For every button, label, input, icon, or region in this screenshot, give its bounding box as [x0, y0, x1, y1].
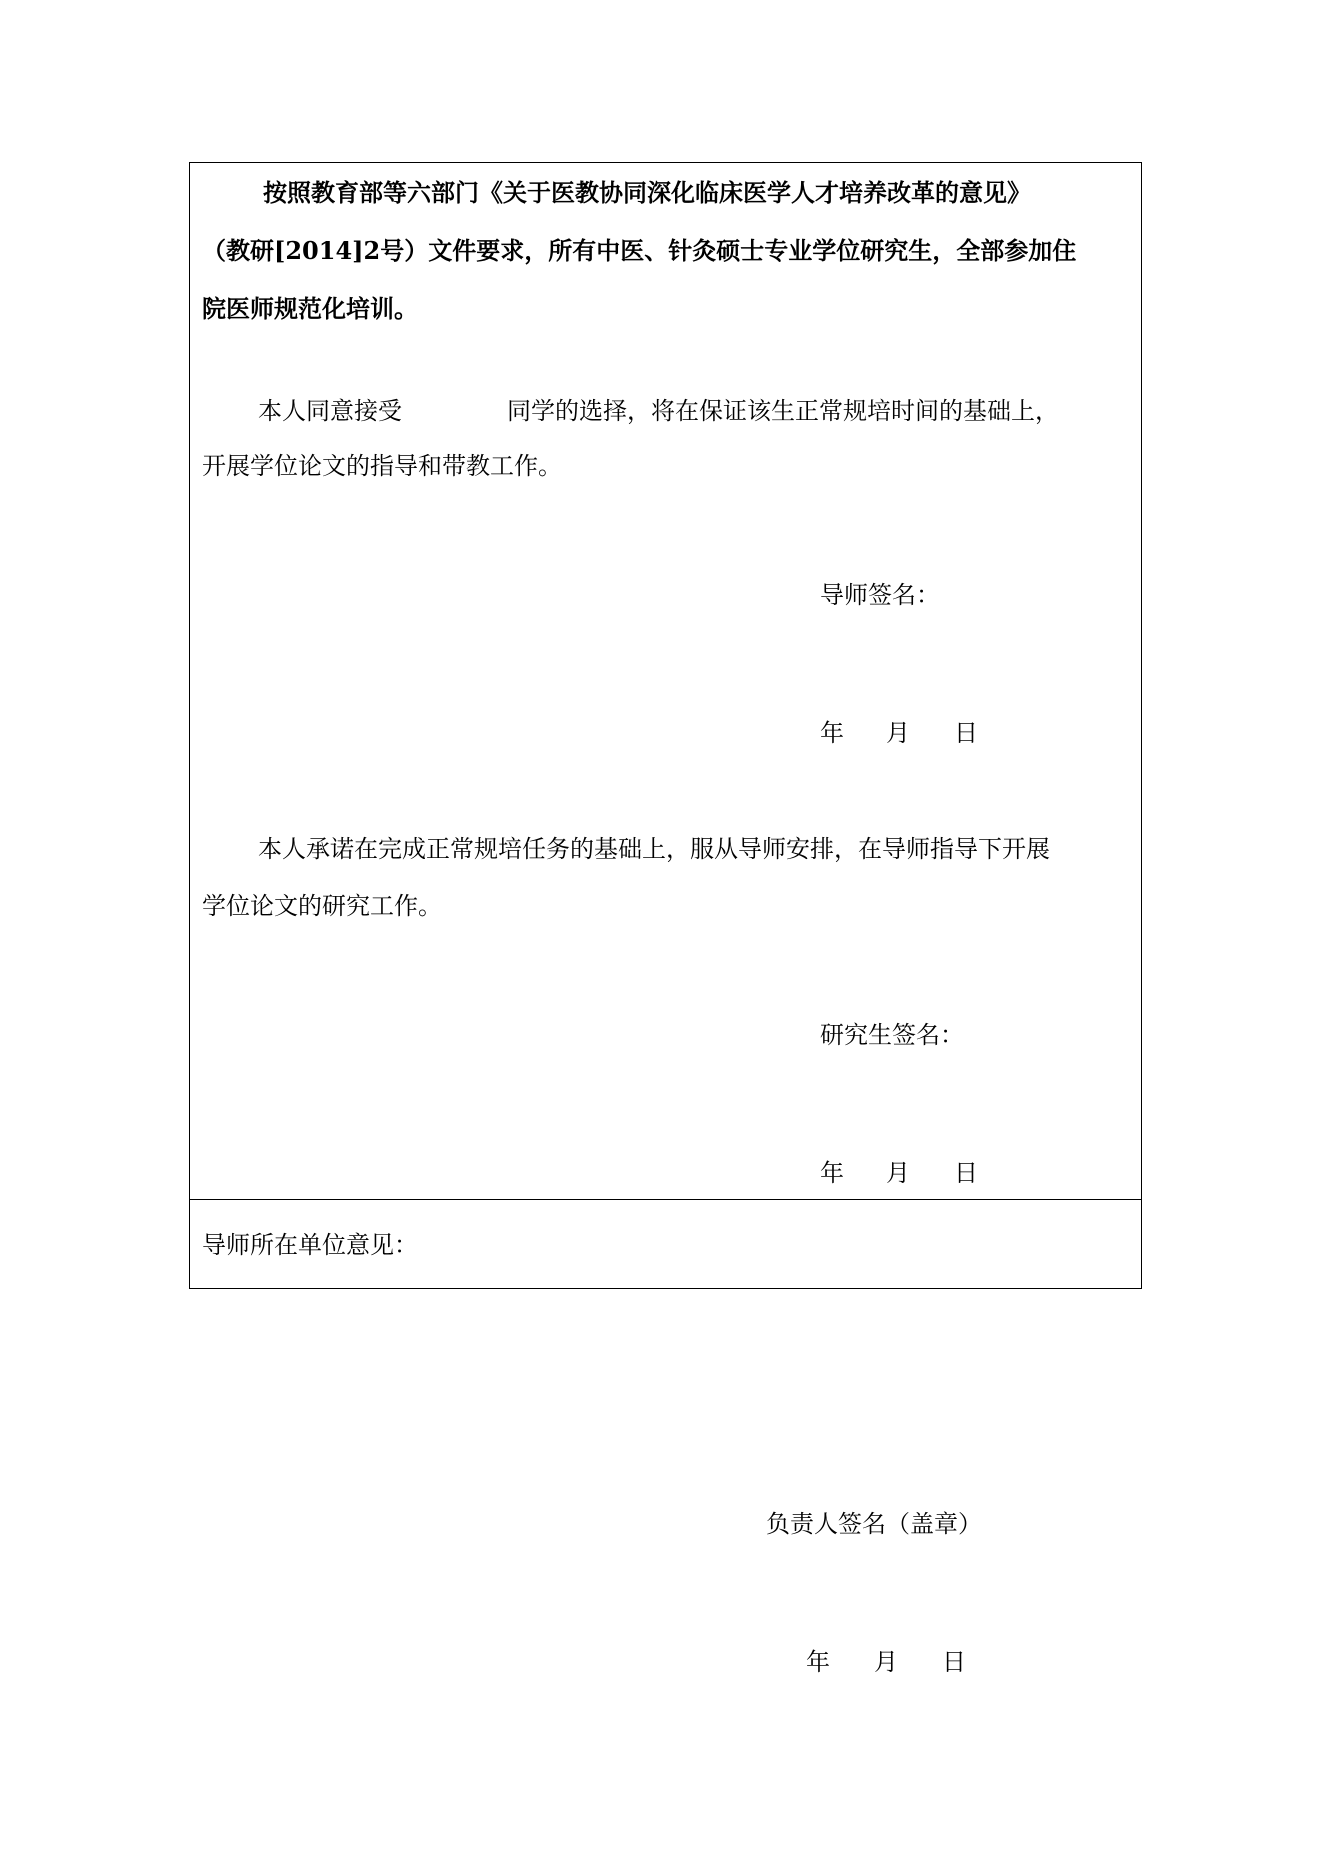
advisor-date-month: 月: [886, 719, 910, 747]
advisor-consent-prefix: 本人同意接受: [258, 397, 402, 425]
student-commitment-line-2: 学位论文的研究工作。: [202, 892, 442, 920]
unit-date-month: 月: [874, 1648, 898, 1676]
notice-line-3: 院医师规范化培训。: [202, 294, 418, 323]
advisor-date-year: 年: [820, 719, 844, 747]
advisor-consent-line-2: 开展学位论文的指导和带教工作。: [202, 452, 562, 480]
unit-signature-label: 负责人签名（盖章）: [766, 1510, 982, 1538]
notice-line-2: （教研[2014]2号）文件要求，所有中医、针灸硕士专业学位研究生，全部参加住: [202, 236, 1077, 265]
unit-date-day: 日: [942, 1648, 966, 1676]
advisor-date-day: 日: [954, 719, 978, 747]
student-date-day: 日: [954, 1159, 978, 1187]
student-date-year: 年: [820, 1159, 844, 1187]
advisor-signature-label: 导师签名：: [820, 581, 940, 609]
student-date-month: 月: [886, 1159, 910, 1187]
advisor-consent-suffix: 同学的选择，将在保证该生正常规培时间的基础上，: [507, 397, 1059, 425]
student-signature-label: 研究生签名：: [820, 1021, 964, 1049]
notice-line-1: 按照教育部等六部门《关于医教协同深化临床医学人才培养改革的意见》: [263, 178, 1031, 207]
unit-opinion-label: 导师所在单位意见：: [202, 1231, 418, 1259]
unit-date-year: 年: [806, 1648, 830, 1676]
consent-form-table: [189, 162, 1142, 1289]
student-commitment-line-1: 本人承诺在完成正常规培任务的基础上，服从导师安排，在导师指导下开展: [258, 835, 1050, 863]
row-divider: [190, 1199, 1141, 1200]
